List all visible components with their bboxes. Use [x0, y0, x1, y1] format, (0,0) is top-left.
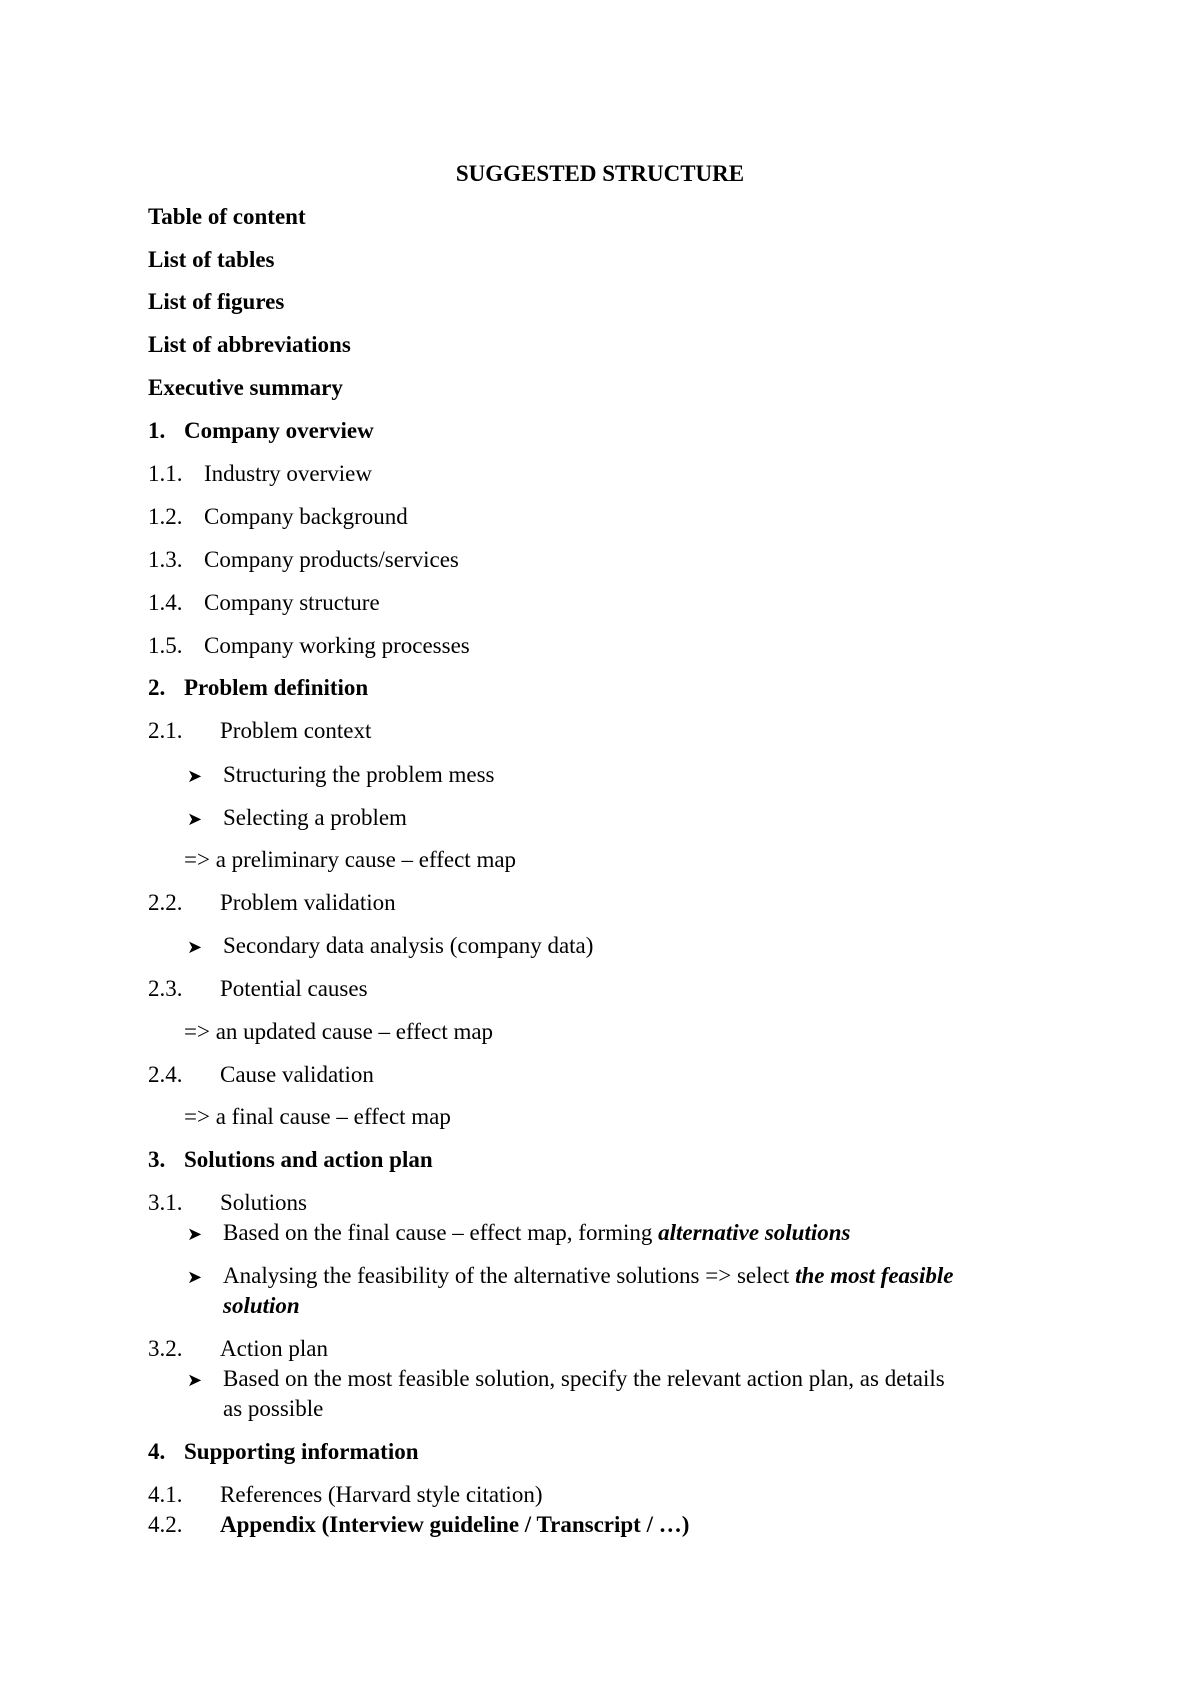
subsection-title: Company structure: [204, 590, 380, 615]
bullet-item: [187, 1221, 202, 1244]
subsection-number: 1.4.: [148, 590, 183, 615]
result-note: => a preliminary cause – effect map: [184, 847, 517, 872]
bullet-item: [187, 1264, 202, 1287]
bullet-continuation: solution: [223, 1293, 300, 1318]
subsection-title: Problem validation: [220, 890, 396, 915]
arrowhead-bullet-icon: ➤: [187, 1370, 203, 1391]
subsection-number: 3.2.: [148, 1336, 183, 1361]
section-title-problem-definition: Problem definition: [184, 675, 369, 700]
section-number: 2.: [148, 675, 166, 700]
subsection-title: Company working processes: [204, 633, 470, 658]
bullet-item: [187, 763, 202, 786]
subsection-number: 2.4.: [148, 1062, 183, 1087]
subsection-title: References (Harvard style citation): [220, 1482, 543, 1507]
bullet-emphasis: the most feasible: [795, 1263, 954, 1288]
document-title: SUGGESTED STRUCTURE: [455, 161, 745, 186]
arrowhead-bullet-icon: ➤: [187, 1267, 203, 1288]
front-matter-list-of-figures: List of figures: [148, 289, 285, 314]
subsection-title: Company products/services: [204, 547, 459, 572]
subsection-number: 2.2.: [148, 890, 183, 915]
subsection-number: 2.1.: [148, 718, 183, 743]
arrowhead-bullet-icon: ➤: [187, 937, 203, 958]
subsection-title: Solutions: [220, 1190, 307, 1215]
bullet-text: Selecting a problem: [223, 805, 407, 830]
subsection-number: 4.2.: [148, 1512, 183, 1537]
subsection-title: Cause validation: [220, 1062, 374, 1087]
subsection-title: Appendix (Interview guideline / Transcript / …): [220, 1512, 690, 1537]
subsection-number: 1.3.: [148, 547, 183, 572]
section-title-company-overview: Company overview: [184, 418, 374, 443]
subsection-title: Action plan: [220, 1336, 328, 1361]
subsection-title: Potential causes: [220, 976, 368, 1001]
bullet-emphasis: alternative solutions: [658, 1220, 851, 1245]
arrowhead-bullet-icon: ➤: [187, 1224, 203, 1245]
subsection-title: Company background: [204, 504, 408, 529]
subsection-number: 3.1.: [148, 1190, 183, 1215]
bullet-text: [223, 1264, 954, 1287]
arrowhead-bullet-icon: ➤: [187, 809, 203, 830]
result-note: => an updated cause – effect map: [184, 1019, 494, 1044]
section-title-solutions-and-action-plan: Solutions and action plan: [184, 1147, 433, 1172]
bullet-text-plain: Based on the final cause – effect map, forming: [223, 1220, 659, 1245]
front-matter-list-of-tables: List of tables: [148, 247, 275, 272]
front-matter-executive-summary: Executive summary: [148, 375, 343, 400]
arrowhead-bullet-icon: ➤: [187, 766, 203, 787]
subsection-title: Industry overview: [204, 461, 372, 486]
bullet-text: Secondary data analysis (company data): [223, 933, 594, 958]
bullet-continuation: as possible: [223, 1396, 324, 1421]
bullet-text-plain: Analysing the feasibility of the alternative solutions => select: [223, 1263, 796, 1288]
subsection-number: 1.1.: [148, 461, 183, 486]
section-number: 3.: [148, 1147, 166, 1172]
front-matter-list-of-abbreviations: List of abbreviations: [148, 332, 351, 357]
section-number: 4.: [148, 1439, 166, 1464]
subsection-number: 2.3.: [148, 976, 183, 1001]
subsection-title: Problem context: [220, 718, 372, 743]
subsection-number: 4.1.: [148, 1482, 183, 1507]
subsection-number: 1.5.: [148, 633, 183, 658]
section-title-supporting-information: Supporting information: [184, 1439, 419, 1464]
bullet-text: [223, 1221, 851, 1244]
bullet-item: [187, 806, 202, 829]
front-matter-table-of-content: Table of content: [148, 204, 306, 229]
bullet-text: Based on the most feasible solution, specify the relevant action plan, as details: [223, 1366, 945, 1391]
bullet-text: Structuring the problem mess: [223, 762, 495, 787]
bullet-item: [187, 934, 202, 957]
subsection-number: 1.2.: [148, 504, 183, 529]
bullet-item: [187, 1367, 202, 1390]
section-number: 1.: [148, 418, 166, 443]
result-note: => a final cause – effect map: [184, 1104, 451, 1129]
